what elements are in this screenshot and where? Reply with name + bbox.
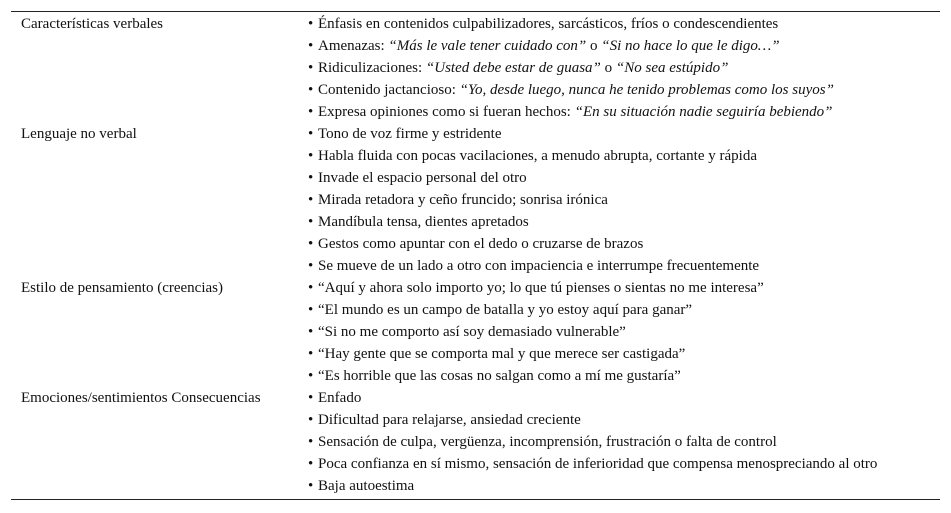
bullet-icon: •	[308, 38, 314, 54]
quoted-example-text: “Yo, desde luego, nunca he tenido problemas como los suyos”	[459, 82, 834, 98]
row-category-label: Emociones/sentimientos Consecuencias	[21, 390, 261, 406]
list-item	[308, 431, 940, 453]
table-row	[11, 277, 940, 387]
item-text: “Hay gente que se comporta mal y que merece ser castigada”	[318, 346, 686, 362]
list-item	[308, 387, 940, 409]
list-item	[308, 409, 940, 431]
quoted-example-text: “Si no hace lo que le digo…”	[601, 38, 780, 54]
item-text: Poca confianza en sí mismo, sensación de inferioridad que compensa menospreciando al otro	[318, 456, 878, 472]
bullet-icon: •	[308, 258, 314, 274]
list-item	[308, 101, 940, 123]
table-row	[11, 387, 940, 497]
row-category-label: Estilo de pensamiento (creencias)	[21, 280, 224, 296]
item-text: Mandíbula tensa, dientes apretados	[318, 214, 529, 230]
item-text: “Es horrible que las cosas no salgan como a mí me gustaría”	[318, 368, 681, 384]
item-text: Énfasis en contenidos culpabilizadores, sarcásticos, fríos o condescendientes	[318, 16, 779, 32]
table-body	[11, 12, 940, 497]
bullet-icon: •	[308, 302, 314, 318]
list-item	[308, 299, 940, 321]
bullet-icon: •	[308, 280, 314, 296]
bullet-icon: •	[308, 412, 314, 428]
item-text: o	[586, 38, 602, 54]
row-items-list	[308, 123, 940, 277]
quoted-example-text: “En su situación nadie seguiría bebiendo”	[574, 104, 833, 120]
list-item	[308, 233, 940, 255]
item-text: o	[600, 60, 616, 76]
bullet-icon: •	[308, 16, 314, 32]
item-text: Expresa opiniones como si fueran hechos:	[318, 104, 575, 120]
list-item	[308, 321, 940, 343]
item-text: “Si no me comporto así soy demasiado vulnerable”	[318, 324, 626, 340]
item-text: Gestos como apuntar con el dedo o cruzarse de brazos	[318, 236, 644, 252]
quoted-example-text: “No sea estúpido”	[615, 60, 729, 76]
list-item	[308, 35, 940, 57]
item-text: Amenazas:	[318, 38, 389, 54]
list-item	[308, 189, 940, 211]
list-item	[308, 453, 940, 475]
list-item	[308, 211, 940, 233]
list-item	[308, 277, 940, 299]
bullet-icon: •	[308, 192, 314, 208]
item-text: Dificultad para relajarse, ansiedad creciente	[318, 412, 581, 428]
item-text: Tono de voz firme y estridente	[318, 126, 502, 142]
list-item	[308, 365, 940, 387]
row-items-list	[308, 277, 940, 387]
row-category-label: Lenguaje no verbal	[21, 126, 137, 142]
bullet-icon: •	[308, 368, 314, 384]
bullet-icon: •	[308, 214, 314, 230]
list-item	[308, 167, 940, 189]
bullet-icon: •	[308, 126, 314, 142]
list-item	[308, 145, 940, 167]
item-text: Habla fluida con pocas vacilaciones, a menudo abrupta, cortante y rápida	[318, 148, 757, 164]
list-item	[308, 255, 940, 277]
row-category-label: Características verbales	[21, 16, 164, 32]
bullet-icon: •	[308, 82, 314, 98]
bullet-icon: •	[308, 104, 314, 120]
list-item	[308, 79, 940, 101]
table-row	[11, 123, 940, 277]
list-item	[308, 57, 940, 79]
quoted-example-text: “Más le vale tener cuidado con”	[388, 38, 587, 54]
quoted-example-text: “Usted debe estar de guasa”	[425, 60, 601, 76]
row-items-list	[308, 387, 940, 497]
table-row	[11, 13, 940, 123]
list-item	[308, 343, 940, 365]
bullet-icon: •	[308, 346, 314, 362]
item-text: Sensación de culpa, vergüenza, incomprensión, frustración o falta de control	[318, 434, 777, 450]
list-item	[308, 123, 940, 145]
item-text: Enfado	[318, 390, 362, 406]
item-text: Invade el espacio personal del otro	[318, 170, 527, 186]
bullet-icon: •	[308, 236, 314, 252]
bullet-icon: •	[308, 456, 314, 472]
item-text: Mirada retadora y ceño fruncido; sonrisa irónica	[318, 192, 608, 208]
bullet-icon: •	[308, 60, 314, 76]
row-items-list	[308, 13, 940, 123]
bullet-icon: •	[308, 324, 314, 340]
item-text: Baja autoestima	[318, 478, 415, 494]
list-item	[308, 13, 940, 35]
list-item	[308, 475, 940, 497]
bullet-icon: •	[308, 478, 314, 494]
bullet-icon: •	[308, 434, 314, 450]
bullet-icon: •	[308, 390, 314, 406]
item-text: Ridiculizaciones:	[318, 60, 426, 76]
item-text: “El mundo es un campo de batalla y yo estoy aquí para ganar”	[318, 302, 693, 318]
item-text: Se mueve de un lado a otro con impaciencia e interrumpe frecuentemente	[318, 258, 760, 274]
item-text: Contenido jactancioso:	[318, 82, 460, 98]
bullet-icon: •	[308, 148, 314, 164]
item-text: “Aquí y ahora solo importo yo; lo que tú pienses o sientas no me interesa”	[318, 280, 764, 296]
bullet-icon: •	[308, 170, 314, 186]
behavior-table	[11, 11, 940, 500]
